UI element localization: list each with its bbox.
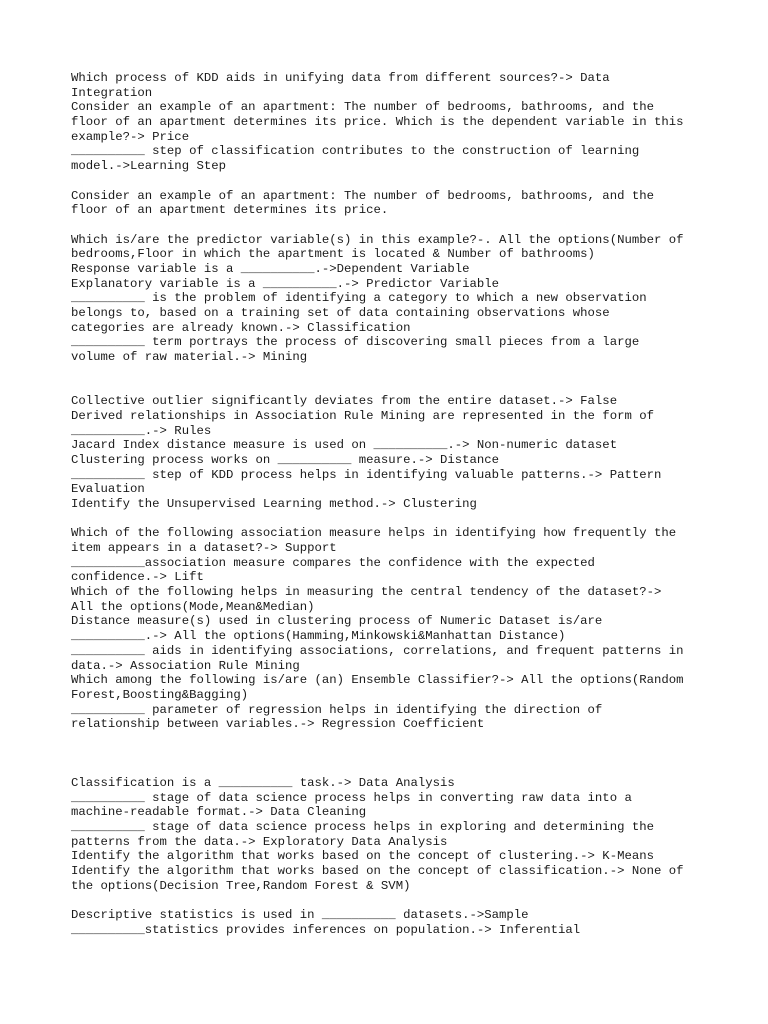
text-line — [71, 174, 711, 189]
text-line: data.-> Association Rule Mining — [71, 658, 300, 673]
text-line: Collective outlier significantly deviates from the entire dataset.-> False — [71, 394, 618, 409]
text-line: __________ term portrays the process of discovering small pieces from a large — [71, 335, 640, 350]
text-line: Response variable is a __________.->Dependent Variable — [71, 261, 470, 276]
text-line: __________ is the problem of identifying a category to which a new observation — [71, 291, 647, 306]
text-line: Integration — [71, 85, 153, 100]
text-line — [71, 218, 711, 233]
text-line: the options(Decision Tree,Random Forest & SVM) — [71, 878, 411, 893]
text-line: Consider an example of an apartment: The number of bedrooms, bathrooms, and the — [71, 188, 654, 203]
text-line: Distance measure(s) used in clustering process of Numeric Dataset is/are — [71, 614, 603, 629]
text-line: model.->Learning Step — [71, 159, 226, 174]
text-line — [71, 761, 711, 776]
text-line: patterns from the data.-> Exploratory Data Analysis — [71, 834, 448, 849]
text-line: Which of the following association measure helps in identifying how frequently the — [71, 526, 677, 541]
text-line: Clustering process works on __________ measure.-> Distance — [71, 452, 500, 467]
text-line: confidence.-> Lift — [71, 570, 204, 585]
text-line: categories are already known.-> Classification — [71, 320, 411, 335]
text-line: Identify the algorithm that works based on the concept of clustering.-> K-Means — [71, 849, 654, 864]
text-line: __________association measure compares the confidence with the expected — [71, 555, 595, 570]
text-line — [71, 365, 711, 380]
text-line: __________ step of KDD process helps in identifying valuable patterns.-> Pattern — [71, 467, 662, 482]
text-line: __________ step of classification contributes to the construction of learning — [71, 144, 640, 159]
text-line: All the options(Mode,Mean&Median) — [71, 599, 315, 614]
text-line: relationship between variables.-> Regression Coefficient — [71, 717, 485, 732]
text-line: Identify the Unsupervised Learning method.-> Clustering — [71, 496, 477, 511]
text-line — [71, 747, 711, 762]
text-line: __________.-> All the options(Hamming,Minkowski&Manhattan Distance) — [71, 629, 566, 644]
text-line: belongs to, based on a training set of data containing observations whose — [71, 306, 610, 320]
text-line: example?-> Price — [71, 129, 190, 144]
text-line: bedrooms,Floor in which the apartment is located & Number of bathrooms) — [71, 247, 595, 262]
text-line: machine-readable format.-> Data Cleaning — [71, 805, 367, 820]
text-line — [71, 379, 711, 394]
text-line: volume of raw material.-> Mining — [71, 350, 308, 365]
text-line: Classification is a __________ task.-> Data Analysis — [71, 776, 455, 790]
text-line: __________ parameter of regression helps in identifying the direction of — [71, 702, 603, 717]
text-line: floor of an apartment determines its price. Which is the dependent variable in this — [71, 115, 684, 130]
text-line: item appears in a dataset?-> Support — [71, 541, 337, 555]
text-line: Which of the following helps in measuring the central tendency of the dataset?-> — [71, 585, 662, 600]
text-line — [71, 512, 711, 527]
text-line: Which among the following is/are (an) Ensemble Classifier?-> All the options(Random — [71, 673, 684, 688]
text-line: Which process of KDD aids in unifying data from different sources?-> Data — [71, 71, 610, 85]
text-line: __________.-> Rules — [71, 423, 212, 438]
text-line: Descriptive statistics is used in __________ datasets.->Sample — [71, 908, 529, 923]
text-line: Forest,Boosting&Bagging) — [71, 687, 249, 702]
document-page — [71, 71, 711, 938]
text-line: Jacard Index distance measure is used on __________.-> Non-numeric dataset — [71, 438, 618, 453]
text-line: __________ stage of data science process helps in converting raw data into a — [71, 790, 632, 805]
text-line: Evaluation — [71, 482, 145, 497]
text-line: Identify the algorithm that works based on the concept of classification.-> None of — [71, 864, 684, 879]
text-line: Explanatory variable is a __________.-> Predictor Variable — [71, 276, 500, 291]
text-line: Consider an example of an apartment: The number of bedrooms, bathrooms, and the — [71, 100, 654, 115]
text-line: Derived relationships in Association Rule Mining are represented in the form of — [71, 408, 654, 423]
text-line — [71, 732, 711, 747]
text-line — [71, 894, 711, 909]
text-line: __________ aids in identifying associations, correlations, and frequent patterns in — [71, 643, 684, 658]
text-line: Which is/are the predictor variable(s) in this example?-. All the options(Number of — [71, 232, 684, 247]
text-line: __________ stage of data science process helps in exploring and determining the — [71, 820, 654, 835]
text-line: floor of an apartment determines its price. — [71, 203, 389, 218]
text-line: __________statistics provides inferences on population.-> Inferential — [71, 922, 581, 937]
